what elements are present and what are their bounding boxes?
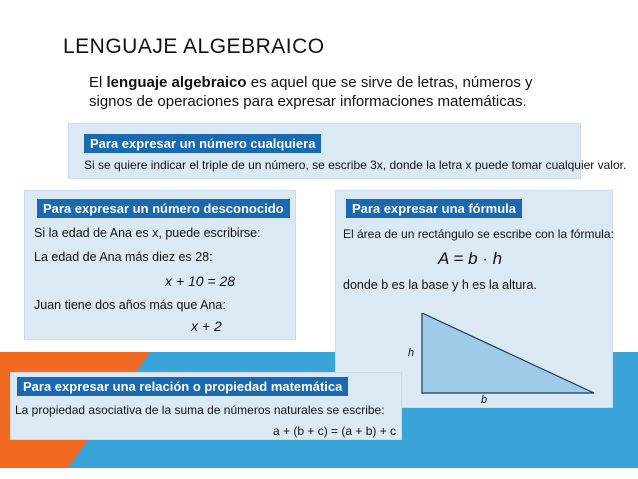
panel-formula-line1: El área de un rectángulo se escribe con la fórmula: (343, 227, 614, 241)
panel-formula-eq: A = b · h (438, 249, 503, 268)
slide-title: LENGUAJE ALGEBRAICO (63, 35, 325, 58)
panel-relacion-tag: Para expresar una relación o propiedad matemática (17, 377, 348, 396)
panel-desconocido-tag: Para expresar un número desconocido (37, 199, 290, 218)
intro-bold-term: lenguaje algebraico (106, 74, 247, 91)
triangle-label-b: b (481, 394, 488, 406)
panel-formula-line2: donde b es la base y h es la altura. (343, 278, 537, 292)
panel-desconocido-eq2: x + 2 (191, 318, 222, 334)
decorative-white-edge (0, 468, 638, 479)
panel-numero-text: Si se quiere indicar el triple de un número, se escribe 3x, donde la letra x puede tomar cualquier valor. (84, 158, 627, 172)
triangle-label-h: h (408, 347, 415, 359)
panel-relacion-line1: La propiedad asociativa de la suma de números naturales se escribe: (15, 403, 385, 417)
intro-paragraph (89, 73, 579, 111)
panel-desconocido-line1: Si la edad de Ana es x, puede escribirse: (34, 226, 261, 240)
panel-numero-desconocido (24, 190, 296, 340)
panel-formula-tag: Para expresar una fórmula (346, 199, 522, 218)
panel-numero-cualquiera (68, 123, 627, 179)
panel-relacion-eq: a + (b + c) = (a + b) + c (273, 424, 397, 438)
panel-relacion-propiedad (10, 372, 402, 440)
panel-desconocido-eq1: x + 10 = 28 (165, 273, 236, 289)
panel-desconocido-line3: Juan tiene dos años más que Ana: (34, 298, 226, 312)
panel-numero-tag: Para expresar un número cualquiera (84, 134, 321, 153)
intro-pre: El (89, 74, 107, 91)
right-triangle-diagram (418, 313, 598, 403)
intro-post: es aquel que se sirve de letras, números y signos de operaciones para expresar informaciones matemáticas. (89, 74, 533, 110)
panel-desconocido-line2: La edad de Ana más diez es 28: (34, 250, 213, 264)
triangle-shape (422, 313, 594, 393)
